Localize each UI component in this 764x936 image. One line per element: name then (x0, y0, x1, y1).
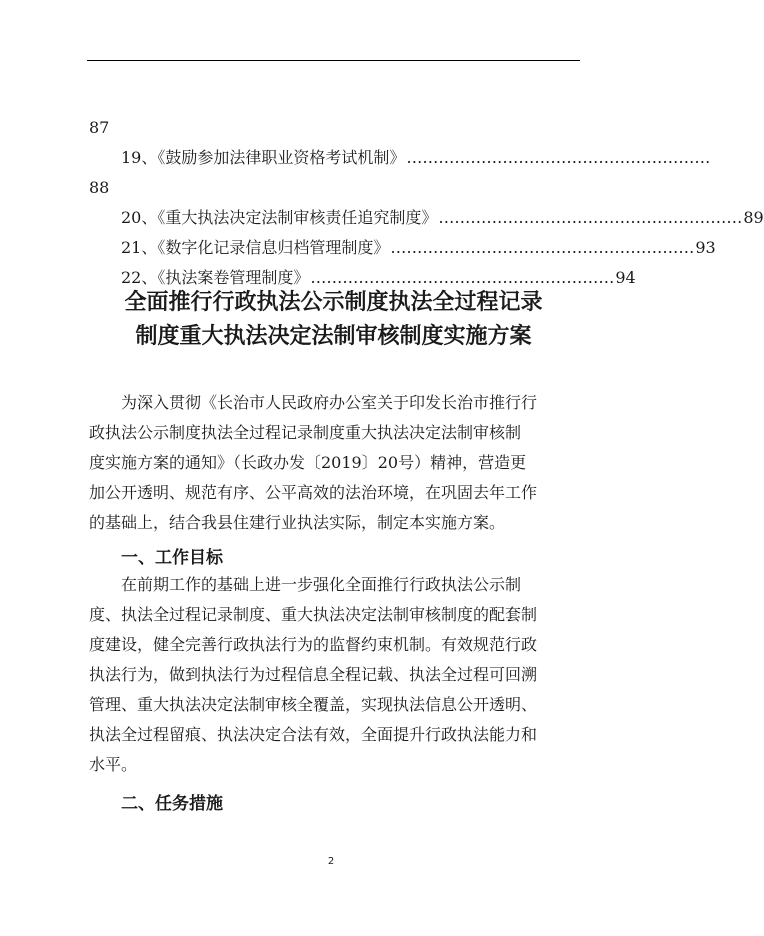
toc-page-carry-87 (89, 118, 580, 138)
toc-item-label: 21、《数字化记录信息归档管理制度》 (121, 238, 390, 257)
paragraph-line: 的基础上，结合我县住建行业执法实际，制定本实施方案。 (89, 513, 506, 532)
toc-item-label: 22、《执法案卷管理制度》 (121, 268, 310, 287)
toc-item-20 (121, 208, 764, 228)
toc-item-label: 19、《鼓励参加法律职业资格考试机制》 (121, 148, 406, 167)
toc-item-label: 20、《重大执法决定法制审核责任追究制度》 (121, 208, 438, 227)
paragraph-line: 度、执法全过程记录制度、重大执法决定法制审核制度的配套制 (89, 605, 538, 624)
intro-paragraph (89, 388, 580, 538)
paragraph-line: 度实施方案的通知》（长政办发〔2019〕20号）精神，营造更 (89, 453, 527, 472)
toc-item-22 (121, 268, 636, 288)
paragraph-line: 管理、重大执法决定法制审核全覆盖，实现执法信息公开透明、 (89, 695, 538, 714)
paragraph-line: 加公开透明、规范有序、公平高效的法治环境，在巩固去年工作 (89, 483, 538, 502)
toc-leader-dots: ………………………………………………… (406, 148, 711, 167)
header-rule (87, 60, 580, 61)
section-heading-goals: 一、工作目标 (121, 548, 223, 568)
toc-leader-dots: ………………………………………………… (438, 208, 743, 227)
section-heading-measures: 二、任务措施 (121, 794, 223, 814)
paragraph-line: 执法全过程留痕、执法决定合法有效，全面提升行政执法能力和 (89, 725, 538, 744)
paragraph-line: 水平。 (89, 755, 138, 774)
toc-page-number: 94 (615, 268, 636, 287)
toc-item-19 (121, 148, 711, 168)
toc-leader-dots: ………………………………………………… (390, 238, 695, 257)
toc-item-21 (121, 238, 716, 258)
goals-paragraph (89, 570, 580, 780)
toc-page-number: 89 (743, 208, 764, 227)
document-title-line-1: 全面推行行政执法公示制度执法全过程记录 (124, 290, 543, 315)
paragraph-line: 度建设，健全完善行政执法行为的监督约束机制。有效规范行政 (89, 635, 538, 654)
toc-page-carry-88 (89, 178, 580, 198)
page-number: 2 (327, 856, 335, 867)
toc-page-number: 87 (89, 118, 110, 137)
toc-leader-dots: ………………………………………………… (310, 268, 615, 287)
paragraph-line: 执法行为，做到执法行为过程信息全程记载、执法全过程可回溯 (89, 665, 538, 684)
toc-page-number: 88 (89, 178, 110, 197)
paragraph-line: 在前期工作的基础上进一步强化全面推行行政执法公示制 (121, 575, 522, 594)
toc-page-number: 93 (695, 238, 716, 257)
paragraph-line: 政执法公示制度执法全过程记录制度重大执法决定法制审核制 (89, 423, 522, 442)
paragraph-line: 为深入贯彻《长治市人民政府办公室关于印发长治市推行行 (121, 393, 538, 412)
document-title-line-2: 制度重大执法决定法制审核制度实施方案 (135, 324, 532, 349)
